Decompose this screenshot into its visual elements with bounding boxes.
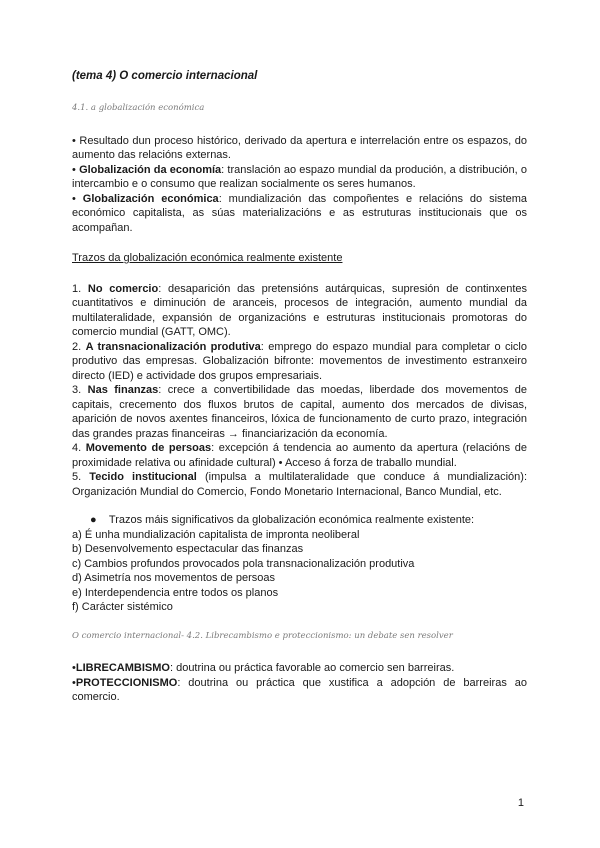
trazo-item: 4. Movemento de persoas: excepción á tendencia ao aumento da apertura (relacións de proximidade relativa ou afinidade cultural) • Acceso á forza de traballo mundial. xyxy=(72,442,527,469)
page-number: 1 xyxy=(517,797,524,809)
intro-item: • Globalización da economía: translación ao espazo mundial da produción, a distribución, o intercambio e o consumo que realizan socialmente os seres humanos. xyxy=(72,163,527,190)
intro-item: • Resultado dun proceso histórico, derivado da apertura e interrelación entre os espazos, do aumento das relacións externas. xyxy=(72,134,527,161)
trazos-summary: ● Trazos máis significativos da globalización económica realmente existente: xyxy=(90,514,475,526)
definition-item: •PROTECCIONISMO: doutrina ou práctica que xustifica a adopción de barreiras ao comercio. xyxy=(72,676,527,703)
summary-item: d) Asimetría nos movementos de persoas xyxy=(72,572,275,584)
section-heading-4-1: 4.1. a globalización económica xyxy=(72,103,205,113)
summary-item: c) Cambios profundos provocados pola transnacionalización produtiva xyxy=(72,557,415,570)
intro-list xyxy=(72,134,527,236)
trazo-item: 1. No comercio: desaparición das pretensións autárquicas, supresión de continxentes cuantitativos e diminución de aranceis, procesos de integración, aumento mundial da multilateralidade, expansión de organizacións e estruturas institucionais promotoras do comercio mundial (GATT, OMC). xyxy=(72,282,527,338)
trazo-item: 2. A transnacionalización produtiva: emprego do espazo mundial para completar o ciclo produtivo das empresas. Globalización bifronte: movementos de investimento estranxeiro directo (IED) e actividade dos grupos empresariais. xyxy=(72,340,527,382)
intro-item: • Globalización económica: mundialización das compoñentes e relacións do sistema económico capitalista, as súas materializacións e as estruturas institucionais que os acompañan. xyxy=(72,192,527,234)
summary-item: b) Desenvolvemento espectacular das finanzas xyxy=(72,543,304,555)
trazos-heading: Trazos da globalización económica realmente existente xyxy=(72,252,343,264)
trazo-item: 3. Nas finanzas: crece a convertibilidade das moedas, liberdade dos movementos de capitais, crecemento dos fluxos brutos de capital, aumento dos mercados de divisas, aparición de novos axentes financeiros, lóxica de funcionamento de curto prazo, integración das grandes prazas financeiras → financiarización da economía. xyxy=(72,384,528,440)
bullet-icon: ● xyxy=(90,514,97,526)
summary-list xyxy=(72,528,527,615)
definition-item: •LIBRECAMBISMO: doutrina ou práctica favorable ao comercio sen barreiras. xyxy=(72,662,455,674)
section-heading-4-2: O comercio internacional- 4.2. Librecambismo e proteccionismo: un debate sen resolver xyxy=(72,630,453,641)
document-page xyxy=(72,70,527,705)
document-title: (tema 4) O comercio internacional xyxy=(72,70,258,82)
summary-item: f) Carácter sistémico xyxy=(72,601,173,613)
summary-item: a) É unha mundialización capitalista de impronta neoliberal xyxy=(72,528,360,541)
trazo-item: 5. Tecido institucional (impulsa a multilateralidade que conduce á mundialización): Organización Mundial do Comercio, Fondo Monetario Internacional, Banco Mundial, etc. xyxy=(72,471,527,498)
trazos-list xyxy=(72,282,527,500)
definitions-list xyxy=(72,661,527,705)
summary-item: e) Interdependencia entre todos os planos xyxy=(72,586,279,599)
